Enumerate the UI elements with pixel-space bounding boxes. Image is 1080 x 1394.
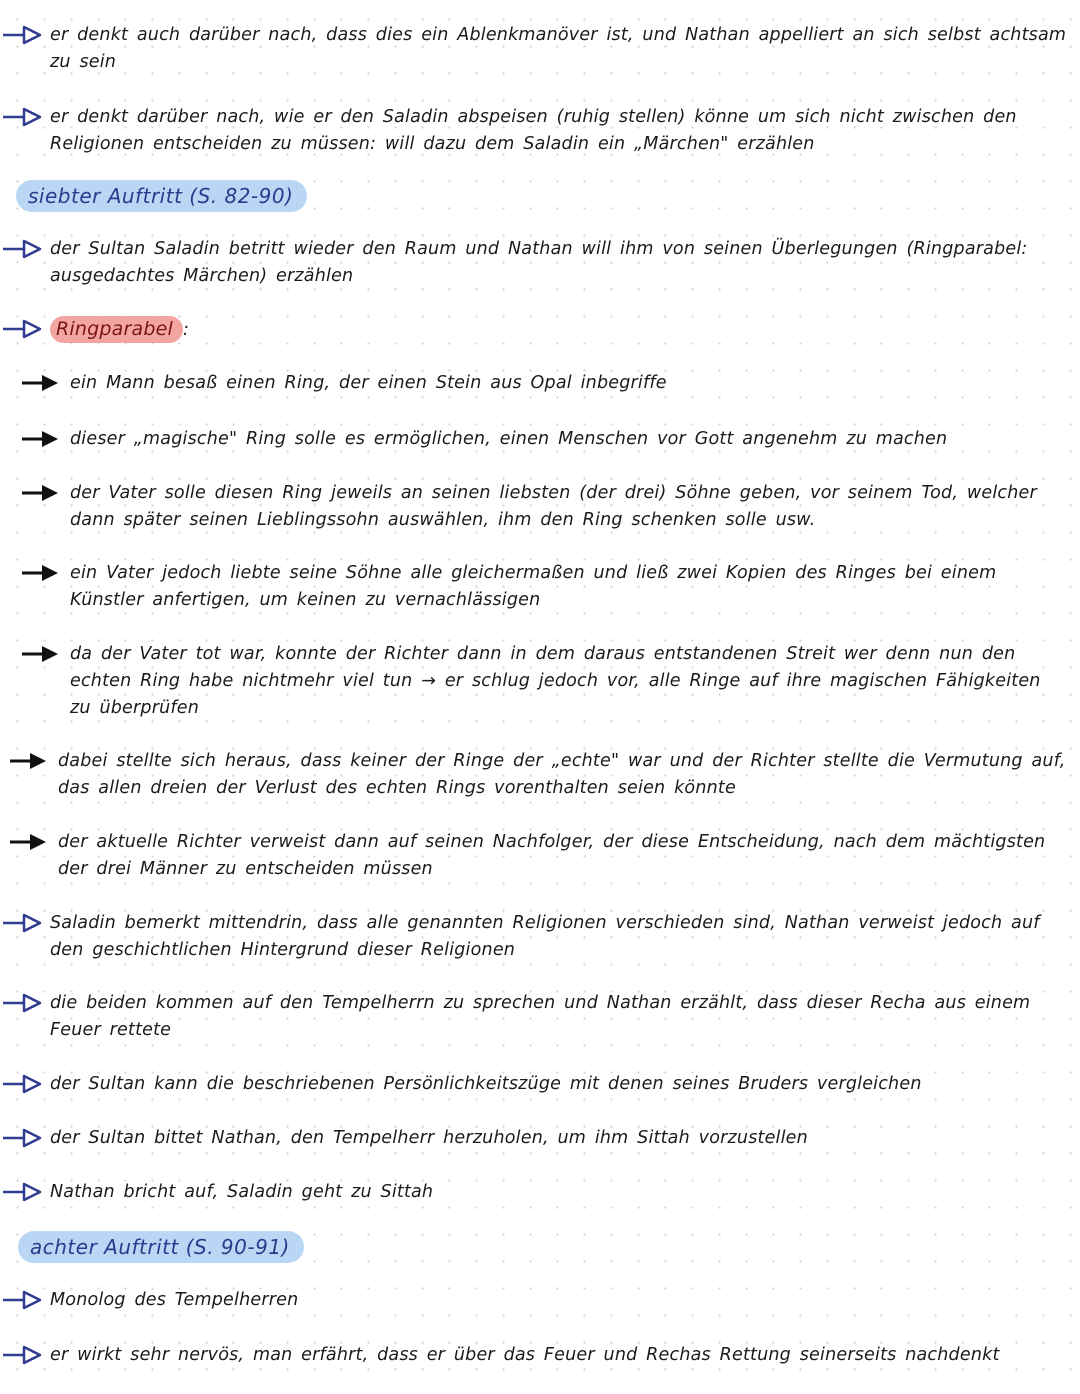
hollow-arrow-icon [0, 910, 50, 938]
note-item [0, 1342, 1068, 1370]
ringparabel-heading [0, 316, 1068, 344]
solid-arrow-icon [20, 426, 70, 454]
hollow-arrow-icon [0, 1179, 50, 1207]
ring-point [20, 480, 1068, 534]
ring-point-text: ein Mann besaß einen Ring, der einen Stein aus Opal inbegriffe [70, 373, 667, 393]
hollow-arrow-icon [0, 990, 50, 1018]
ring-point-text: ein Vater jedoch liebte seine Söhne alle gleichermaßen und ließ zwei Kopien des Ringes bei einem Künstler anfertigen, um keinen zu vernachlässigen [70, 563, 997, 610]
section-heading: achter Auftritt (S. 90-91) [18, 1231, 304, 1263]
ring-point-text: der aktuelle Richter verweist dann auf seinen Nachfolger, der diese Entscheidung, nach dem mächtigsten der drei Männer zu entscheiden müssen [58, 832, 1046, 879]
note-text: er denkt auch darüber nach, dass dies ein Ablenkmanöver ist, und Nathan appelliert an sich selbst achtsam zu sein [50, 25, 1067, 72]
note-item [0, 1179, 1068, 1207]
hollow-arrow-icon [0, 1342, 50, 1370]
note-item [0, 1287, 1068, 1315]
solid-arrow-icon [20, 641, 70, 669]
solid-arrow-icon [20, 560, 70, 588]
note-item [0, 236, 1068, 290]
note-text: Saladin bemerkt mittendrin, dass alle genannten Religionen verschieden sind, Nathan verweist jedoch auf den geschichtlichen Hintergrund dieser Religionen [50, 913, 1040, 960]
ring-point-text: dabei stellte sich heraus, dass keiner der Ringe der „echte" war und der Richter stellte die Vermutung auf, das allen dreien der Verlust des echten Rings vorenthalten seien könnte [58, 751, 1066, 798]
solid-arrow-icon [8, 748, 58, 776]
ringparabel-label: Ringparabel [50, 316, 183, 343]
hollow-arrow-icon [0, 104, 50, 132]
solid-arrow-icon [20, 370, 70, 398]
ring-point [8, 829, 1068, 883]
ringparabel-colon: : [182, 320, 190, 340]
ring-point [20, 370, 1068, 398]
ring-point-text: da der Vater tot war, konnte der Richter dann in dem daraus entstandenen Streit wer denn nun den echten Ring habe nichtmehr viel tun → er schlug jedoch vor, alle Ringe auf ihre magischen Fähigkeiten zu überprüfen [70, 644, 1041, 718]
note-text: der Sultan bittet Nathan, den Tempelherr herzuholen, um ihm Sittah vorzustellen [50, 1128, 808, 1148]
hollow-arrow-icon [0, 1125, 50, 1153]
hollow-arrow-icon [0, 236, 50, 264]
ring-point-text: der Vater solle diesen Ring jeweils an seinen liebsten (der drei) Söhne geben, vor seinem Tod, welcher dann später seinen Lieblingssohn auswählen, ihm den Ring schenken solle usw. [70, 483, 1037, 530]
note-text: der Sultan kann die beschriebenen Persönlichkeitszüge mit denen seines Bruders vergleichen [50, 1074, 922, 1094]
hollow-arrow-icon [0, 1071, 50, 1099]
note-text: der Sultan Saladin betritt wieder den Raum und Nathan will ihm von seinen Überlegungen (Ringparabel: ausgedachtes Märchen) erzählen [50, 239, 1028, 286]
ring-point [20, 560, 1068, 614]
hollow-arrow-icon [0, 22, 50, 50]
note-item [0, 990, 1068, 1044]
solid-arrow-icon [8, 829, 58, 857]
note-item [0, 1071, 1068, 1099]
note-item [0, 1125, 1068, 1153]
section-heading: siebter Auftritt (S. 82-90) [16, 180, 307, 212]
note-text: er denkt darüber nach, wie er den Saladin abspeisen (ruhig stellen) könne um sich nicht zwischen den Religionen entscheiden zu müssen: will dazu dem Saladin ein „Märchen" erzählen [50, 107, 1017, 154]
hollow-arrow-icon [0, 1287, 50, 1315]
ring-point [20, 426, 1068, 454]
ring-point [8, 748, 1068, 802]
note-text: Nathan bricht auf, Saladin geht zu Sittah [50, 1182, 434, 1202]
note-item [0, 104, 1068, 158]
ring-point [20, 641, 1068, 722]
note-item [0, 22, 1068, 76]
note-item [0, 910, 1068, 964]
note-text: Monolog des Tempelherren [50, 1290, 299, 1310]
solid-arrow-icon [20, 480, 70, 508]
note-text: die beiden kommen auf den Tempelherrn zu sprechen und Nathan erzählt, dass dieser Recha aus einem Feuer rettete [50, 993, 1031, 1040]
note-text: er wirkt sehr nervös, man erfährt, dass er über das Feuer und Rechas Rettung seinerseits nachdenkt [50, 1345, 1000, 1365]
ring-point-text: dieser „magische" Ring solle es ermöglichen, einen Menschen vor Gott angenehm zu machen [70, 429, 948, 449]
hollow-arrow-icon [0, 316, 50, 344]
